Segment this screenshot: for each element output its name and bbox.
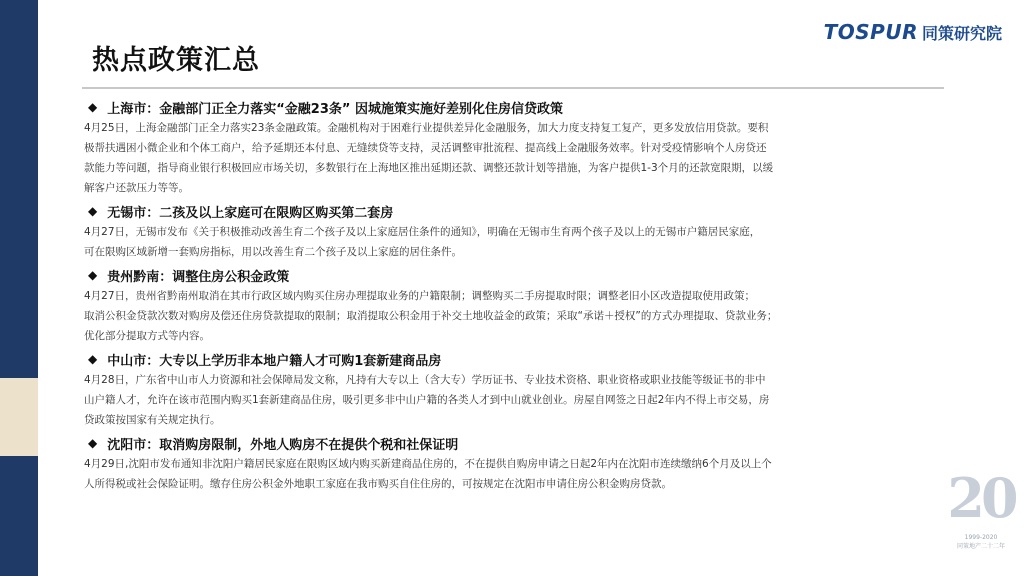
left-accent-bar-bottom (0, 456, 38, 576)
diamond-bullet-icon: ◆ (88, 100, 98, 114)
diamond-bullet-icon: ◆ (88, 268, 98, 282)
body-line: 4月28日，广东省中山市人力资源和社会保障局发文称，凡持有大专以上（含大专）学历证书、专业技术资格、职业资格或职业技能等级证书的非中 (84, 374, 766, 386)
company-logo (824, 18, 1002, 46)
policy-body (82, 370, 942, 430)
policy-list (82, 96, 942, 496)
body-line: 优化部分提取方式等内容。 (84, 330, 210, 342)
policy-section-qiannan (82, 264, 942, 346)
body-line: 取消公积金贷款次数对购房及偿还住房贷款提取的限制；取消提取公积金用于补交土地收益金的政策；采取“承诺＋授权”的方式办理提取、贷款业务； (84, 310, 778, 322)
diamond-bullet-icon: ◆ (88, 204, 98, 218)
policy-heading (82, 200, 942, 222)
body-line: 人所得税或社会保险证明。缴存住房公积金外地职工家庭在我市购买自住住房的，可按规定在沈阳市申请住房公积金购房贷款。 (84, 478, 672, 490)
policy-heading (82, 432, 942, 454)
body-line: 可在限购区域新增一套购房指标，用以改善生育二个孩子及以上家庭的居住条件。 (84, 246, 462, 258)
policy-body (82, 118, 942, 198)
policy-section-wuxi (82, 200, 942, 262)
body-line: 贷政策按国家有关规定执行。 (84, 414, 221, 426)
left-accent-bar-top (0, 0, 38, 378)
anniversary-number: 20 (947, 466, 1015, 530)
body-line: 4月29日,沈阳市发布通知非沈阳户籍居民家庭在限购区域内购买新建商品住房的，不在提供自购房申请之日起2年内在沈阳市连续缴纳6个月及以上个 (84, 458, 772, 470)
page-title: 热点政策汇总 (92, 45, 260, 76)
policy-section-shenyang (82, 432, 942, 494)
policy-section-zhongshan (82, 348, 942, 430)
title-divider (82, 87, 944, 89)
policy-section-shanghai (82, 96, 942, 198)
left-accent-bar-middle (0, 378, 38, 456)
body-line: 4月27日，无锡市发布《关于积极推动改善生育二个孩子及以上家庭居住条件的通知》，明确在无锡市生育两个孩子及以上的无锡市户籍居民家庭， (84, 226, 761, 238)
policy-body (82, 286, 942, 346)
policy-heading (82, 264, 942, 286)
policy-body (82, 454, 942, 494)
logo-text-cn: 同策研究院 (921, 23, 1002, 43)
body-line: 极帮扶遇困小微企业和个体工商户，给予延期还本付息、无缝续贷等支持，灵活调整审批流程、提高线上金融服务效率。针对受疫情影响个人房贷还 (84, 142, 767, 154)
policy-heading (82, 348, 942, 370)
body-line: 山户籍人才，允许在该市范围内购买1套新建商品住房，吸引更多非中山户籍的各类人才到中山就业创业。房屋自网签之日起2年内不得上市交易，房 (84, 394, 770, 406)
policy-heading-text: 无锡市：二孩及以上家庭可在限购区购买第二套房 (107, 205, 394, 221)
policy-heading (82, 96, 942, 118)
anniversary-years: 1999-2020 (964, 534, 998, 541)
body-line: 解客户还款压力等等。 (84, 182, 189, 194)
policy-body (82, 222, 942, 262)
policy-heading-text: 沈阳市：取消购房限制，外地人购房不在提供个税和社保证明 (107, 437, 459, 453)
body-line: 4月25日，上海金融部门正全力落实23条金融政策。金融机构对于困难行业提供差异化金融服务，加大力度支持复工复产，更多发放信用贷款。要积 (84, 122, 769, 134)
policy-heading-text: 中山市：大专以上学历非本地户籍人才可购1套新建商品房 (107, 353, 442, 369)
diamond-bullet-icon: ◆ (88, 352, 98, 366)
anniversary-badge (947, 462, 1015, 554)
anniversary-caption: 同策地产二十二年 (956, 543, 1005, 550)
logo-text-en: TOSPUR (823, 20, 918, 44)
body-line: 4月27日，贵州省黔南州取消在其市行政区域内购买住房办理提取业务的户籍限制；调整购买二手房提取时限；调整老旧小区改造提取使用政策； (84, 290, 756, 302)
diamond-bullet-icon: ◆ (88, 436, 98, 450)
policy-heading-text: 贵州黔南：调整住房公积金政策 (107, 269, 290, 285)
body-line: 款能力等问题，指导商业银行积极回应市场关切，多数银行在上海地区推出延期还款、调整还款计划等措施，为客户提供1-3个月的还款宽限期，以缓 (84, 162, 774, 174)
policy-heading-text: 上海市：金融部门正全力落实“金融23条” 因城施策实施好差别化住房信贷政策 (107, 101, 563, 117)
